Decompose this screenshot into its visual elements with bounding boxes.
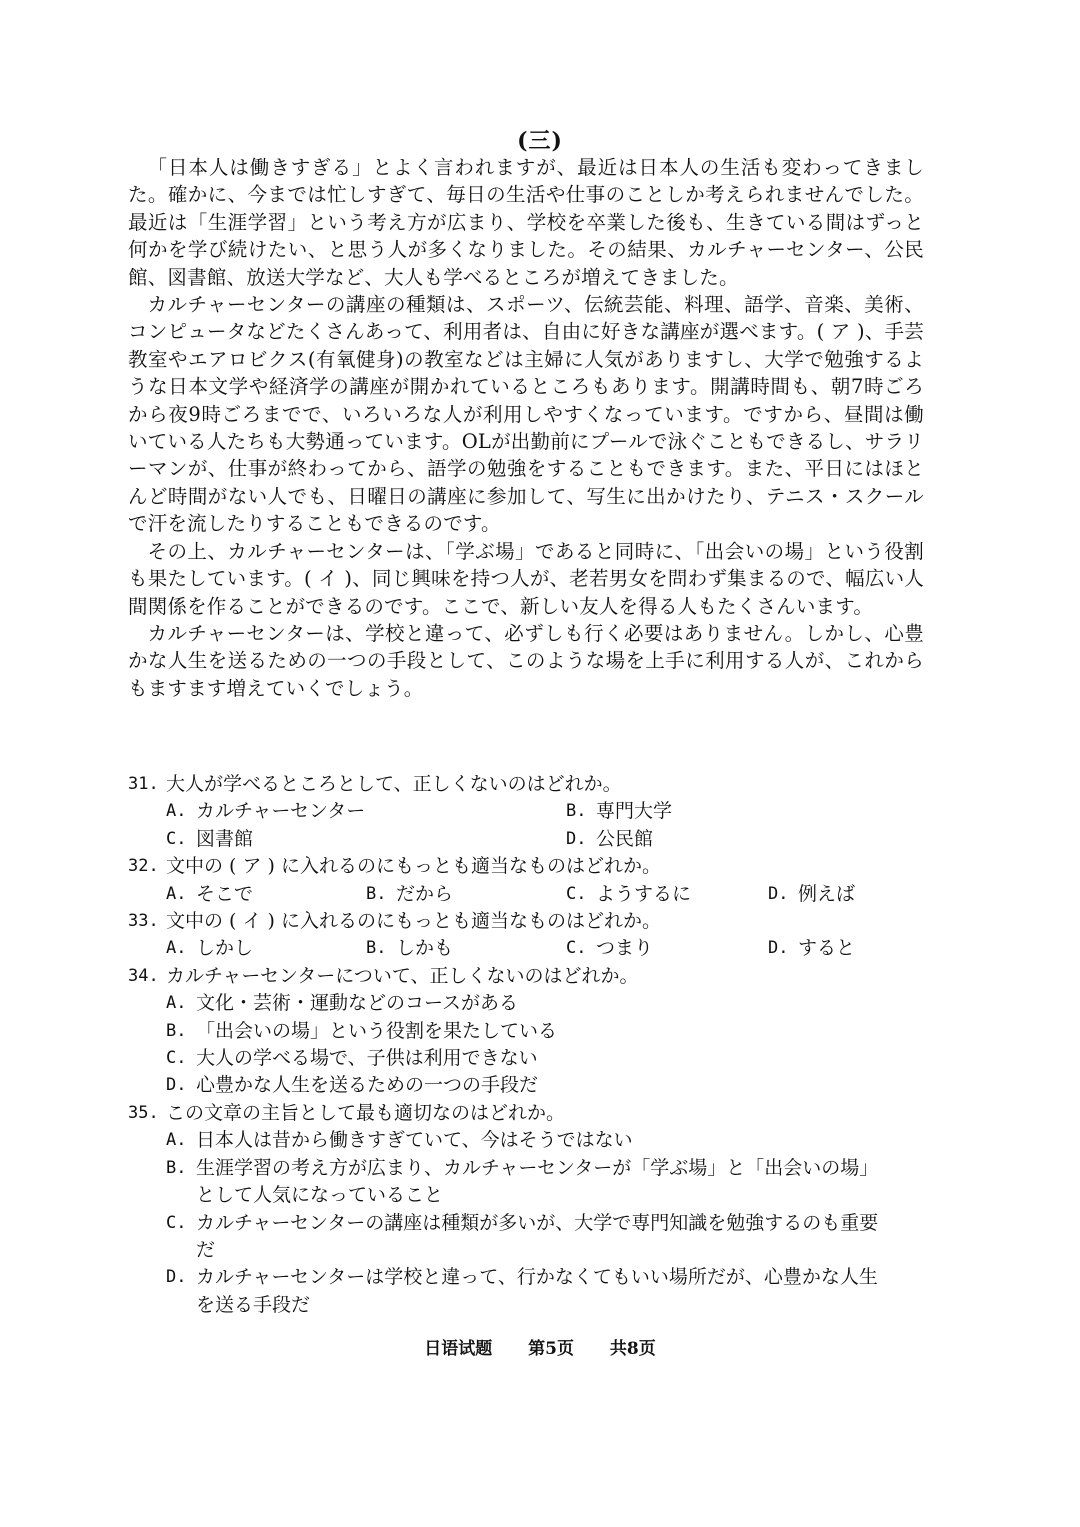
option-letter: A. xyxy=(166,1130,187,1151)
footer-subject: 日语试题 xyxy=(424,1339,493,1359)
option-letter: C. xyxy=(566,938,587,959)
option-group xyxy=(128,881,928,908)
question-text: 文中の ( イ ) に入れるのにもっとも適当なものはどれか。 xyxy=(166,910,661,933)
passage-paragraph: カルチャーセンターの講座の種類は、スポーツ、伝統芸能、料理、語学、音楽、美術、コンピュータなどたくさんあって、利用者は、自由に好きな講座が選べます。( ア )、手芸教室やエアロビクス(有氧健身)の教室などは主婦に人気がありますし、大学で勉強するような日本文学や経済学の講座が開かれているところもあります。開講時間も、朝7時ごろから夜9時ごろまでで、いろいろな人が利用しやすくなっています。ですから、昼間は働いている人たちも大勢通っています。OLが出勤前にプールで泳ぐこともできるし、サラリーマンが、仕事が終わってから、語学の勉強をすることもできます。また、平日にはほとんど時間がない人でも、日曜日の講座に参加して、写生に出かけたり、テニス・スクールで汗を流したりすることもできるのです。 xyxy=(128,293,924,536)
question-35 xyxy=(128,1100,928,1319)
option-b xyxy=(366,935,566,962)
option-d xyxy=(768,935,918,962)
option-b xyxy=(566,798,906,825)
page-footer xyxy=(0,1334,1080,1359)
question-text: この文章の主旨として最も適切なのはどれか。 xyxy=(166,1101,566,1124)
option-d xyxy=(166,1072,928,1099)
option-group xyxy=(128,990,928,1100)
option-text: カルチャーセンター xyxy=(196,800,366,823)
question-list xyxy=(128,771,928,1319)
option-text: 心豊かな人生を送るための一つの手段だ xyxy=(196,1074,539,1097)
option-a xyxy=(166,1127,928,1154)
option-letter: D. xyxy=(768,883,789,904)
option-group xyxy=(128,798,928,853)
option-text: しかも xyxy=(396,937,454,960)
option-a xyxy=(166,798,566,825)
option-a xyxy=(166,990,928,1017)
option-text: そこで xyxy=(196,882,254,905)
question-31 xyxy=(128,771,928,853)
option-letter: B. xyxy=(566,801,587,822)
question-stem xyxy=(128,771,928,798)
question-number: 35. xyxy=(128,1102,159,1123)
option-c xyxy=(166,826,566,853)
option-text: ようするに xyxy=(596,882,692,905)
reading-passage xyxy=(128,154,924,702)
option-d xyxy=(166,1264,928,1319)
option-letter: B. xyxy=(166,1157,187,1178)
option-text: カルチャーセンターは学校と違って、行かなくてもいい場所だが、心豊かな人生を送る手段だ xyxy=(196,1266,878,1316)
option-text: 日本人は昔から働きすぎていて、今はそうではない xyxy=(196,1129,633,1152)
option-letter: B. xyxy=(366,938,387,959)
question-stem xyxy=(128,963,928,990)
question-34 xyxy=(128,963,928,1100)
option-letter: D. xyxy=(566,828,587,849)
option-letter: B. xyxy=(366,883,387,904)
option-group xyxy=(128,935,928,962)
passage-paragraph: その上、カルチャーセンターは、「学ぶ場」であると同時に、「出会いの場」という役割も果たしています。( イ )、同じ興味を持つ人が、老若男女を問わず集まるので、幅広い人間関係を作ることができるのです。ここで、新しい友人を得る人もたくさんいます。 xyxy=(128,539,924,618)
question-text: 文中の ( ア ) に入れるのにもっとも適当なものはどれか。 xyxy=(166,855,661,878)
option-d xyxy=(566,826,906,853)
option-text: 文化・芸術・運動などのコースがある xyxy=(196,992,519,1015)
option-c xyxy=(566,881,768,908)
section-title: (三) xyxy=(517,128,563,154)
option-letter: D. xyxy=(166,1267,187,1288)
question-number: 32. xyxy=(128,856,159,877)
passage-paragraph: カルチャーセンターは、学校と違って、必ずしも行く必要はありません。しかし、心豊かな人生を送るための一つの手段として、このような場を上手に利用する人が、これからもますます増えていくでしょう。 xyxy=(128,621,924,700)
question-text: カルチャーセンターについて、正しくないのはどれか。 xyxy=(166,964,639,987)
option-a xyxy=(166,935,366,962)
option-text: 例えば xyxy=(798,882,856,905)
option-b xyxy=(166,1155,928,1210)
option-c xyxy=(166,1210,928,1265)
option-letter: A. xyxy=(166,993,187,1014)
option-text: 図書館 xyxy=(196,827,254,850)
option-c xyxy=(166,1045,928,1072)
passage-paragraph: 「日本人は働きすぎる」とよく言われますが、最近は日本人の生活も変わってきました。確かに、今までは忙しすぎて、毎日の生活や仕事のことしか考えられませんでした。最近は「生涯学習」という考え方が広まり、学校を卒業した後も、生きている間はずっと何かを学び続けたい、と思う人が多くなりました。その結果、カルチャーセンター、公民館、図書館、放送大学など、大人も学べるところが増えてきました。 xyxy=(128,156,924,289)
option-text: 大人の学べる場で、子供は利用できない xyxy=(196,1047,538,1070)
option-letter: C. xyxy=(166,1048,187,1069)
option-text: 「出会いの場」という役割を果たしている xyxy=(196,1019,558,1042)
question-stem xyxy=(128,908,928,935)
footer-total-pages: 共8页 xyxy=(609,1339,656,1359)
option-text: つまり xyxy=(596,937,654,960)
option-text: すると xyxy=(798,937,856,960)
option-letter: B. xyxy=(166,1020,187,1041)
option-letter: C. xyxy=(166,1212,187,1233)
option-b xyxy=(366,881,566,908)
option-a xyxy=(166,881,366,908)
option-text: 生涯学習の考え方が広まり、カルチャーセンターが「学ぶ場」と「出会いの場」として人気になっていること xyxy=(196,1156,879,1207)
option-text: しかし xyxy=(196,937,254,960)
question-33 xyxy=(128,908,928,963)
option-text: カルチャーセンターの講座は種類が多いが、大学で専門知識を勉強するのも重要だ xyxy=(196,1211,879,1261)
option-letter: A. xyxy=(166,883,187,904)
question-stem xyxy=(128,1100,928,1127)
option-letter: D. xyxy=(166,1075,187,1096)
question-number: 33. xyxy=(128,911,159,932)
option-b xyxy=(166,1018,928,1045)
option-letter: D. xyxy=(768,938,789,959)
option-c xyxy=(566,935,768,962)
option-text: 公民館 xyxy=(596,827,654,850)
question-number: 31. xyxy=(128,774,159,794)
option-letter: A. xyxy=(166,801,187,822)
option-letter: C. xyxy=(166,828,187,849)
question-32 xyxy=(128,853,928,908)
option-letter: A. xyxy=(166,938,187,959)
option-d xyxy=(768,881,918,908)
option-letter: C. xyxy=(566,883,587,904)
option-text: だから xyxy=(396,882,454,905)
option-text: 専門大学 xyxy=(596,800,673,823)
option-group xyxy=(128,1127,928,1319)
footer-page-number: 第5页 xyxy=(528,1339,574,1359)
question-number: 34. xyxy=(128,965,159,986)
question-stem xyxy=(128,853,928,880)
question-text: 大人が学べるところとして、正しくないのはどれか。 xyxy=(166,773,622,795)
